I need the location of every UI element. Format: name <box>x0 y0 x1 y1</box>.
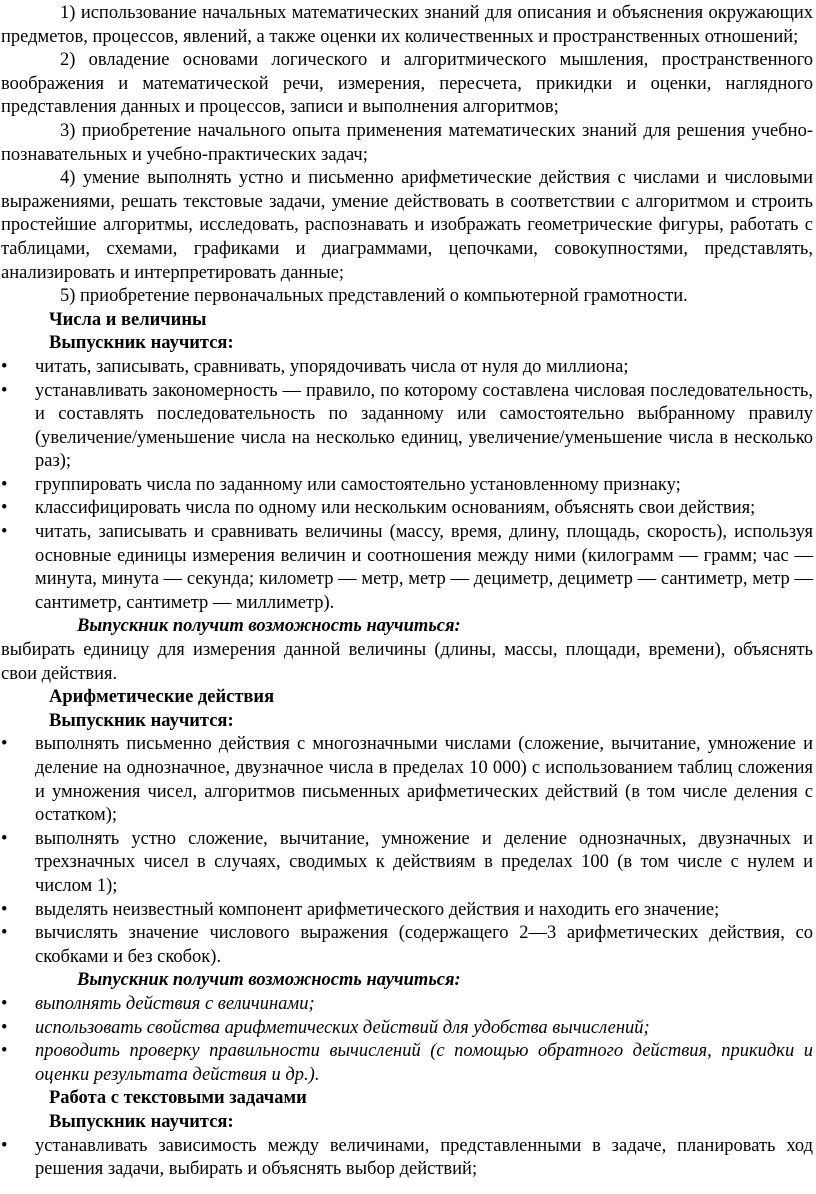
section-learns-arithmetic: Выпускник научится: <box>49 710 234 731</box>
list-item <box>1 922 813 969</box>
section-title-text-problems: Работа с текстовыми задачами <box>49 1088 307 1109</box>
intro-paragraph-5: 5) приобретение первоначальных представлений о компьютерной грамотности. <box>60 286 688 307</box>
intro-paragraph-1: 1) использование начальных математических знаний для описания и объяснения окружающих предметов, процессов, явлений, а также оценки их количественных и пространственных отношений; <box>1 3 813 47</box>
bullet-icon: • <box>1 1041 8 1062</box>
bullet-icon: • <box>1 899 8 920</box>
section-learns-numbers: Выпускник научится: <box>49 333 234 354</box>
list-item <box>1 380 813 474</box>
list-numbers <box>1 356 813 616</box>
list-item-text: выполнять устно сложение, вычитание, умножение и деление однозначных, двузначных и трехзначных чисел в случаях, сводимых к действиям в пределах 100 (в том числе с нулем и числом 1); <box>35 828 813 896</box>
list-item <box>1 521 813 615</box>
section-opportunity-numbers: Выпускник получит возможность научиться: <box>77 616 461 637</box>
list-item-text: читать, записывать, сравнивать, упорядочивать числа от нуля до миллиона; <box>35 356 629 377</box>
list-item <box>1 1040 813 1087</box>
list-item <box>1 474 813 498</box>
list-item-text: выполнять действия с величинами; <box>35 993 315 1014</box>
list-item-text: использовать свойства арифметических действий для удобства вычислений; <box>35 1017 650 1038</box>
bullet-icon: • <box>1 474 8 495</box>
list-item <box>1 497 813 521</box>
list-item <box>1 1017 813 1041</box>
bullet-icon: • <box>1 828 8 849</box>
list-opportunity-arithmetic <box>1 993 813 1087</box>
list-item-text: группировать числа по заданному или самостоятельно установленному признаку; <box>35 474 681 495</box>
section-title-arithmetic: Арифметические действия <box>49 687 275 708</box>
intro-paragraph-4: 4) умение выполнять устно и письменно арифметические действия с числами и числовыми выражениями, решать текстовые задачи, умение действовать в соответствии с алгоритмом и строить простейшие алгоритмы, исследовать, распознавать и изображать геометрические фигуры, работать с таблицами, схемами, графиками и диаграммами, цепочками, совокупностями, представлять, анализировать и интерпретировать данные; <box>1 168 813 283</box>
list-arithmetic <box>1 733 813 969</box>
list-item <box>1 733 813 827</box>
bullet-icon: • <box>1 1135 8 1156</box>
bullet-icon: • <box>1 522 8 543</box>
bullet-icon: • <box>1 923 8 944</box>
list-item-text: устанавливать зависимость между величинами, представленными в задаче, планировать ход решения задачи, выбирать и объяснять выбор действий; <box>35 1135 813 1180</box>
list-item-text: читать, записывать и сравнивать величины (массу, время, длину, площадь, скорость), используя основные единицы измерения величин и соотношения между ними (килограмм — грамм; час — минута, минута — секунда; километр — метр, метр — дециметр, дециметр — сантиметр, метр — сантиметр, сантиметр — миллиметр). <box>35 522 813 613</box>
list-item-text: выполнять письменно действия с многозначными числами (сложение, вычитание, умножение и деление на однозначное, двузначное числа в пределах 10 000) с использованием таблиц сложения и умножения чисел, алгоритмов письменных арифметических действий (в том числе деления с остатком); <box>35 734 813 826</box>
list-item <box>1 899 813 923</box>
section-learns-text-problems: Выпускник научится: <box>49 1111 234 1132</box>
section-opportunity-arithmetic: Выпускник получит возможность научиться: <box>77 970 461 991</box>
bullet-icon: • <box>1 380 8 401</box>
section-title-numbers: Числа и величины <box>49 309 207 330</box>
bullet-icon: • <box>1 993 8 1014</box>
bullet-icon: • <box>1 356 8 377</box>
intro-paragraph-3: 3) приобретение начального опыта применения математических знаний для решения учебно-познавательных и учебно-практических задач; <box>1 120 813 165</box>
bullet-icon: • <box>1 734 8 755</box>
opportunity-text-numbers: выбирать единицу для измерения данной величины (длины, массы, площади, времени), объяснять свои действия. <box>1 640 813 684</box>
list-item <box>1 356 813 380</box>
bullet-icon: • <box>1 1017 8 1038</box>
list-item-text: классифицировать числа по одному или нескольким основаниям, объяснять свои действия; <box>35 498 756 519</box>
bullet-icon: • <box>1 498 8 519</box>
list-item-text: устанавливать закономерность — правило, по которому составлена числовая последовательность, и составлять последовательность по заданному или самостоятельно выбранному правилу (увеличение/уменьшение числа на несколько единиц, увеличение/уменьшение числа в несколько раз); <box>35 380 813 472</box>
list-item <box>1 1135 813 1182</box>
intro-paragraph-2: 2) овладение основами логического и алгоритмического мышления, пространственного воображения и математической речи, измерения, пересчета, прикидки и оценки, наглядного представления данных и процессов, записи и выполнения алгоритмов; <box>1 50 813 118</box>
list-item-text: проводить проверку правильности вычислений (с помощью обратного действия, прикидки и оценки результата действия и др.). <box>35 1041 813 1085</box>
list-item-text: выделять неизвестный компонент арифметического действия и находить его значение; <box>35 899 720 920</box>
list-item <box>1 993 813 1017</box>
list-text-problems <box>1 1135 813 1182</box>
list-item-text: вычислять значение числового выражения (содержащего 2—3 арифметических действия, со скобками и без скобок). <box>35 923 813 967</box>
list-item <box>1 828 813 899</box>
